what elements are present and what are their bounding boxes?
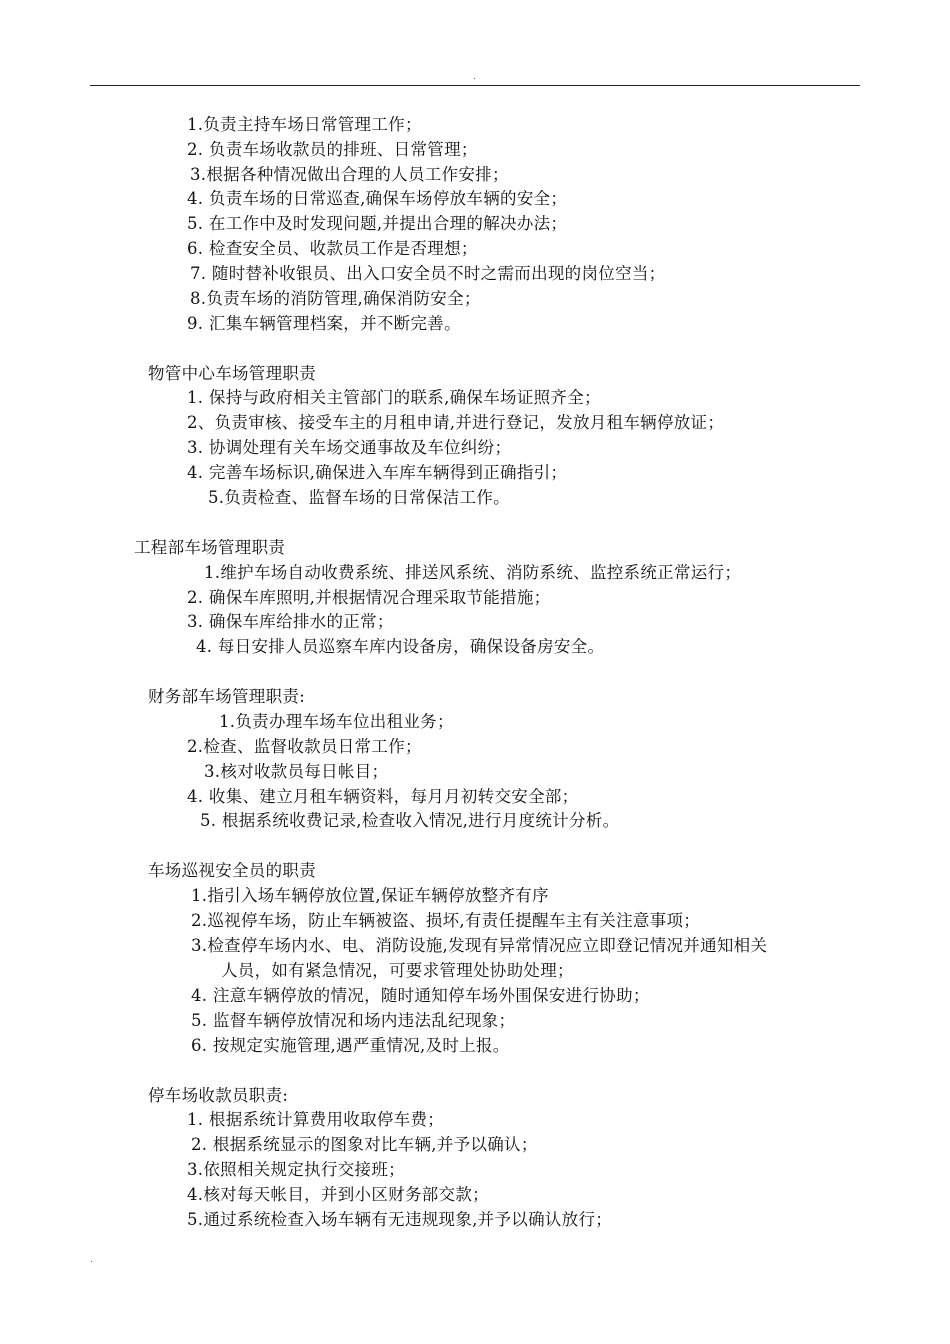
list-item: 8.负责车场的消防管理,确保消防安全； xyxy=(190,289,481,308)
list-item: 5. 根据系统收费记录,检查收入情况,进行月度统计分析。 xyxy=(200,811,620,830)
list-item: 4.核对每天帐目，并到小区财务部交款； xyxy=(187,1185,489,1204)
header-rule xyxy=(90,85,860,86)
section-title: 工程部车场管理职责 xyxy=(134,538,286,557)
list-item: 3.检查停车场内水、电、消防设施,发现有异常情况应立即登记情况并通知相关 xyxy=(191,936,768,955)
list-item: 1.维护车场自动收费系统、排送风系统、消防系统、监控系统正常运行； xyxy=(204,563,742,582)
list-item: 1. 根据系统计算费用收取停车费； xyxy=(187,1110,445,1129)
list-item: 5.负责检查、监督车场的日常保洁工作。 xyxy=(208,488,510,507)
list-item: 9. 汇集车辆管理档案，并不断完善。 xyxy=(187,314,461,333)
list-item: 5. 监督车辆停放情况和场内违法乱纪现象； xyxy=(191,1011,516,1030)
list-item: 4. 每日安排人员巡察车库内设备房，确保设备房安全。 xyxy=(196,637,605,656)
list-item: 3. 确保车库给排水的正常； xyxy=(187,612,394,631)
list-item: 2.巡视停车场，防止车辆被盗、损坏,有责任提醒车主有关注意事项； xyxy=(191,911,701,930)
section-title: 停车场收款员职责: xyxy=(148,1086,289,1105)
list-item: 2、负责审核、接受车主的月租申请,并进行登记，发放月租车辆停放证； xyxy=(187,413,725,432)
list-item: 4. 注意车辆停放的情况，随时通知停车场外围保安进行协助； xyxy=(191,986,650,1005)
list-item: 2. 根据系统显示的图象对比车辆,并予以确认； xyxy=(191,1135,538,1154)
list-item: 2.检查、监督收款员日常工作； xyxy=(187,737,422,756)
list-item: 3.依照相关规定执行交接班； xyxy=(187,1160,405,1179)
list-item: 1.负责主持车场日常管理工作； xyxy=(187,115,422,134)
section-title: 车场巡视安全员的职责 xyxy=(148,861,316,880)
section-title: 财务部车场管理职责: xyxy=(148,687,306,706)
list-item: 6. 检查安全员、收款员工作是否理想； xyxy=(187,239,478,258)
list-item: 6. 按规定实施管理,遇严重情况,及时上报。 xyxy=(191,1036,510,1055)
list-item: 1.指引入场车辆停放位置,保证车辆停放整齐有序 xyxy=(191,886,549,905)
header-mark: . xyxy=(473,72,476,82)
list-item: 2. 确保车库照明,并根据情况合理采取节能措施； xyxy=(187,588,551,607)
footer-mark: . xyxy=(90,1255,93,1265)
list-item: 4. 负责车场的日常巡查,确保车场停放车辆的安全； xyxy=(187,189,568,208)
list-item: 4. 完善车场标识,确保进入车库车辆得到正确指引； xyxy=(187,463,568,482)
list-item: 1.负责办理车场车位出租业务； xyxy=(219,712,454,731)
list-item: 1. 保持与政府相关主管部门的联系,确保车场证照齐全； xyxy=(187,388,601,407)
list-item: 人员，如有紧急情况，可要求管理处协助处理； xyxy=(221,961,574,980)
list-item: 5.通过系统检查入场车辆有无违规现象,并予以确认放行； xyxy=(187,1210,613,1229)
list-item: 2. 负责车场收款员的排班、日常管理； xyxy=(187,140,478,159)
list-item: 3. 协调处理有关车场交通事故及车位纠纷； xyxy=(187,438,512,457)
list-item: 3.根据各种情况做出合理的人员工作安排； xyxy=(190,165,509,184)
list-item: 4. 收集、建立月租车辆资料，每月月初转交安全部； xyxy=(187,787,579,806)
list-item: 7. 随时替补收银员、出入口安全员不时之需而出现的岗位空当； xyxy=(190,264,666,283)
list-item: 5. 在工作中及时发现问题,并提出合理的解决办法； xyxy=(187,214,568,233)
list-item: 3.核对收款员每日帐目； xyxy=(204,762,389,781)
section-title: 物管中心车场管理职责 xyxy=(148,364,316,383)
